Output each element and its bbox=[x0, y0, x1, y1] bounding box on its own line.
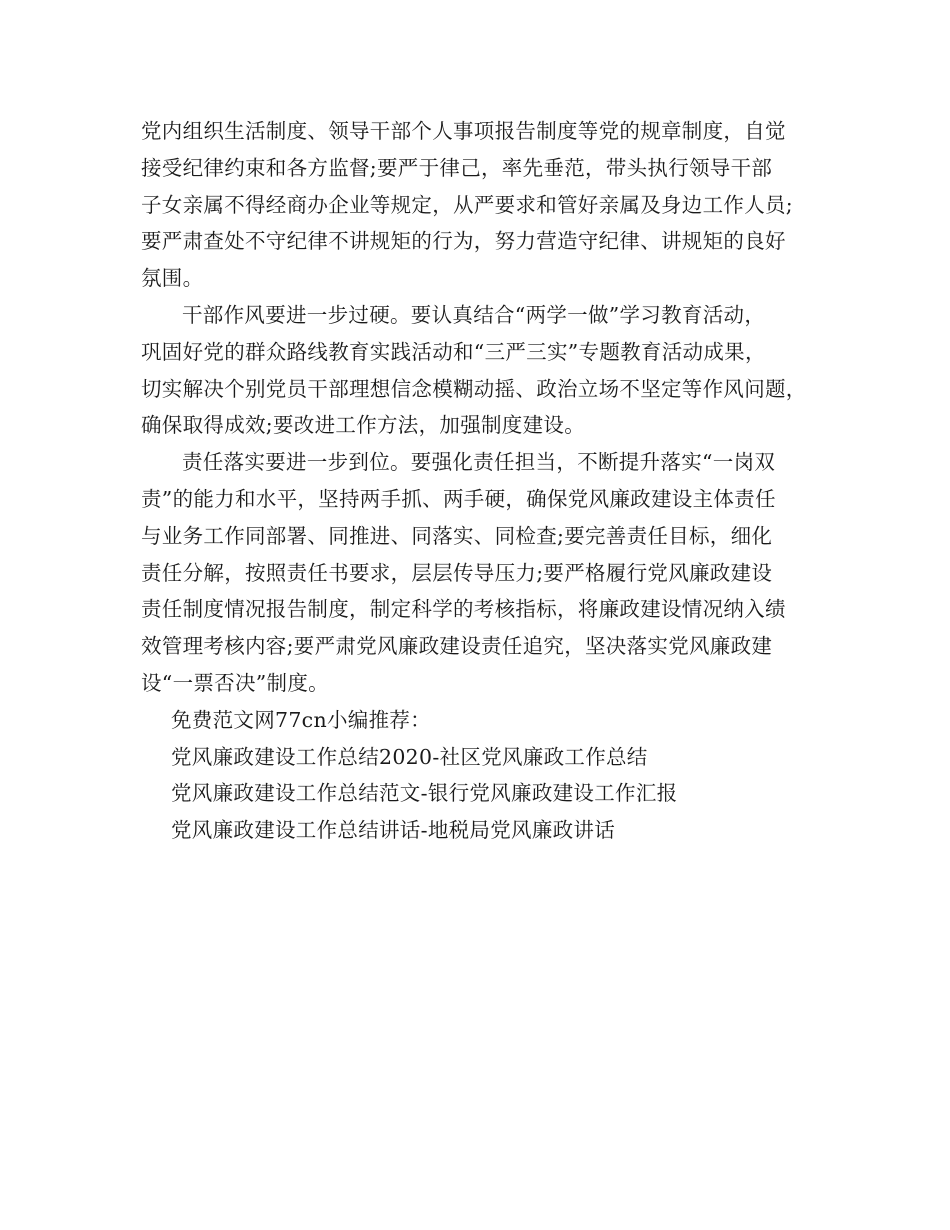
text-line: 责任分解，按照责任书要求，层层传导压力;要严格履行党风廉政建设 bbox=[141, 560, 773, 585]
text-line: 干部作风要进一步过硬。要认真结合“两学一做”学习教育活动， bbox=[182, 302, 766, 327]
text-line: 切实解决个别党员干部理想信念模糊动摇、政治立场不坚定等作风问题， bbox=[141, 376, 807, 401]
text-line: 巩固好党的群众路线教育实践活动和“三严三实”专题教育活动成果， bbox=[141, 339, 766, 364]
text-line: 责任落实要进一步到位。要强化责任担当，不断提升落实“一岗双 bbox=[182, 450, 776, 475]
text-line: 责任制度情况报告制度，制定科学的考核指标，将廉政建设情况纳入绩 bbox=[141, 597, 786, 622]
text-line: 要严肃查处不守纪律不讲规矩的行为，努力营造守纪律、讲规矩的良好 bbox=[141, 229, 786, 254]
text-line: 党内组织生活制度、领导干部个人事项报告制度等党的规章制度，自觉 bbox=[141, 119, 786, 143]
recommendations-heading: 免费范文网77cn小编推荐： bbox=[171, 707, 431, 732]
recommendations-section bbox=[141, 702, 831, 849]
text-line: 责”的能力和水平，坚持两手抓、两手硬，确保党风廉政建设主体责任 bbox=[141, 486, 776, 511]
text-line: 与业务工作同部署、同推进、同落实、同检查;要完善责任目标，细化 bbox=[141, 523, 773, 548]
recommendation-link[interactable]: 党风廉政建设工作总结讲话-地税局党风廉政讲话 bbox=[171, 818, 616, 843]
recommendation-link[interactable]: 党风廉政建设工作总结范文-银行党风廉政建设工作汇报 bbox=[171, 781, 678, 806]
text-line: 接受纪律约束和各方监督;要严于律己，率先垂范，带头执行领导干部 bbox=[141, 155, 773, 180]
text-line: 设“一票否决”制度。 bbox=[141, 670, 329, 695]
paragraph-responsibility bbox=[141, 444, 831, 702]
text-line: 效管理考核内容;要严肃党风廉政建设责任追究，坚决落实党风廉政建 bbox=[141, 634, 773, 659]
document-body bbox=[141, 113, 831, 849]
text-line: 确保取得成效;要改进工作方法，加强制度建设。 bbox=[141, 413, 586, 438]
recommendation-link[interactable]: 党风廉政建设工作总结2020-社区党风廉政工作总结 bbox=[171, 744, 648, 769]
text-line: 子女亲属不得经商办企业等规定，从严要求和管好亲属及身边工作人员; bbox=[141, 192, 794, 217]
paragraph-discipline bbox=[141, 113, 831, 297]
paragraph-work-style bbox=[141, 297, 831, 444]
text-line: 氛围。 bbox=[141, 266, 204, 291]
